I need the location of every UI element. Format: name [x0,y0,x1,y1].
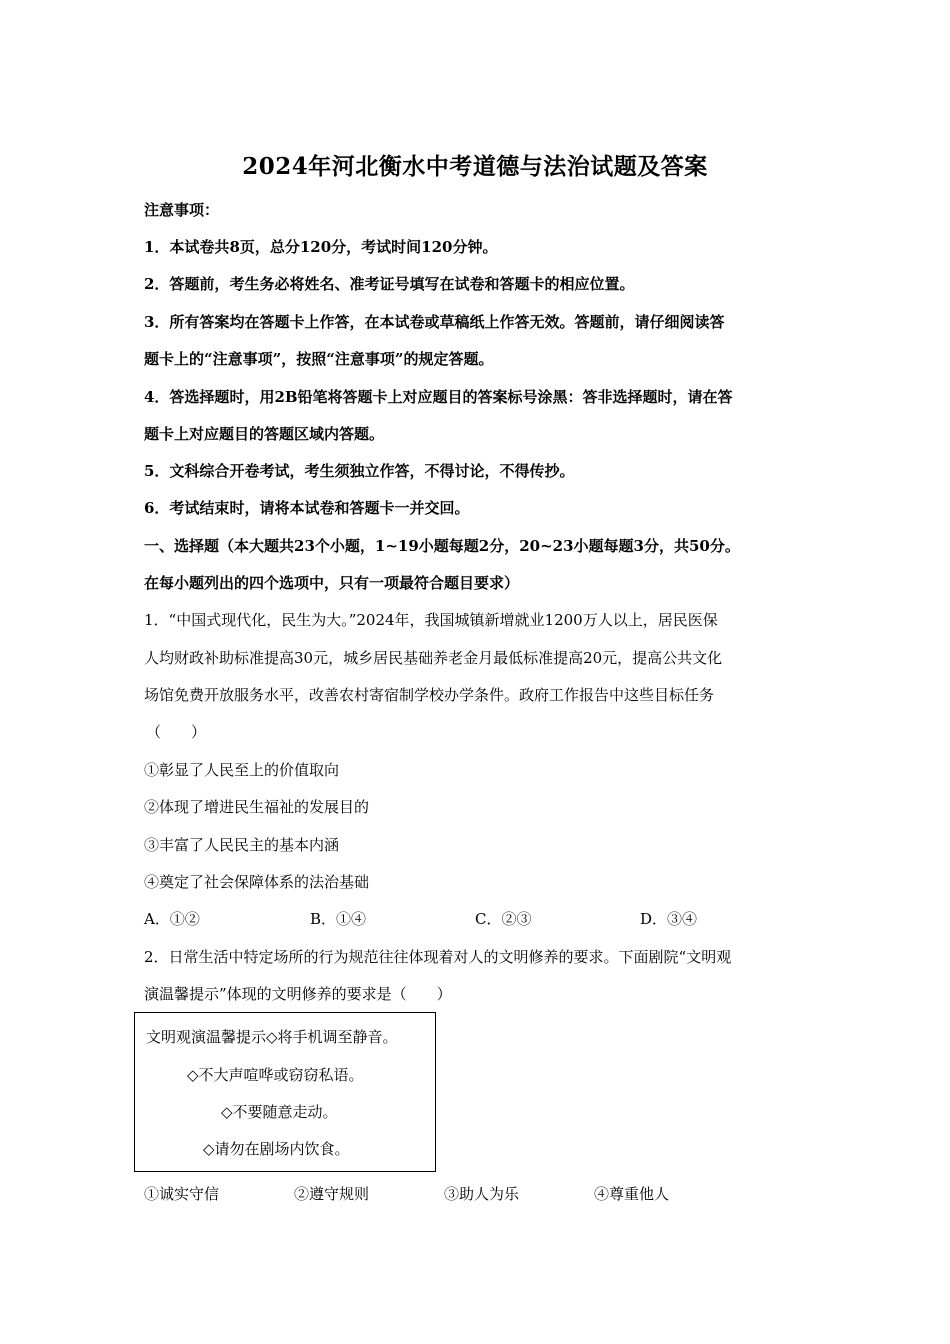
notice-item: 4．答选择题时，用2B铅笔将答题卡上对应题目的答案标号涂黑：答非选择题时，请在答 [144,388,733,406]
notice-item: 5．文科综合开卷考试，考生须独立作答，不得讨论，不得传抄。 [144,462,575,480]
notice-item: 题卡上的“注意事项”，按照“注意事项”的规定答题。 [144,350,494,368]
q2-stem-line: 演温馨提示”体现的文明修养的要求是（ ） [144,985,452,1003]
q1-option-b: B．①④ [310,910,367,928]
box-line: ◇请勿在剧场内饮食。 [203,1140,350,1158]
notice-item: 题卡上对应题目的答题区域内答题。 [144,425,385,443]
q1-stem-line: 1．“中国式现代化，民生为大。”2024年，我国城镇新增就业1200万人以上，居民医保 [144,611,718,629]
box-line: ◇不要随意走动。 [221,1103,338,1121]
box-line: 文明观演温馨提示◇将手机调至静音。 [146,1028,398,1046]
notice-item: 2．答题前，考生务必将姓名、准考证号填写在试卷和答题卡的相应位置。 [144,275,635,293]
q1-answer-blank: （ ） [146,723,207,741]
q2-option-4: ④尊重他人 [594,1185,670,1203]
q1-statement: ③丰富了人民民主的基本内涵 [144,836,340,854]
q2-option-3: ③助人为乐 [444,1185,520,1203]
q2-stem-line: 2．日常生活中特定场所的行为规范往往体现着对人的文明修养的要求。下面剧院“文明观 [144,948,732,966]
q1-option-d: D．③④ [640,910,698,928]
theater-notice-box [134,1012,436,1172]
section-heading-cont: 在每小题列出的四个选项中，只有一项最符合题目要求） [144,574,520,592]
q1-stem-line: 人均财政补助标准提高30元，城乡居民基础养老金月最低标准提高20元，提高公共文化 [144,649,723,667]
q1-option-c: C．②③ [475,910,532,928]
q2-option-2: ②遵守规则 [294,1185,370,1203]
notice-item: 3．所有答案均在答题卡上作答，在本试卷或草稿纸上作答无效。答题前，请仔细阅读答 [144,313,725,331]
box-line: ◇不大声喧哗或窃窃私语。 [187,1066,364,1084]
notice-heading: 注意事项： [144,201,220,219]
q1-statement: ①彰显了人民至上的价值取向 [144,761,340,779]
notice-item: 6．考试结束时，请将本试卷和答题卡一并交回。 [144,499,470,517]
q2-option-1: ①诚实守信 [144,1185,220,1203]
q1-statement: ④奠定了社会保障体系的法治基础 [144,873,370,891]
q1-stem-line: 场馆免费开放服务水平，改善农村寄宿制学校办学条件。政府工作报告中这些目标任务 [144,686,715,704]
section-heading: 一、选择题（本大题共23个小题，1~19小题每题2分，20~23小题每题3分，共50分。 [144,537,740,555]
q1-option-a: A．①② [144,910,200,928]
notice-item: 1．本试卷共8页，总分120分，考试时间120分钟。 [144,238,498,256]
q1-statement: ②体现了增进民生福祉的发展目的 [144,798,370,816]
page-title: 2024年河北衡水中考道德与法治试题及答案 [242,153,708,180]
